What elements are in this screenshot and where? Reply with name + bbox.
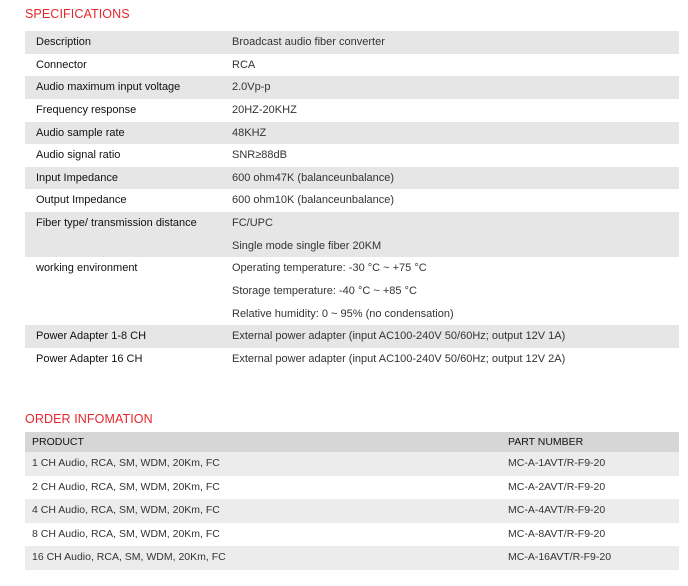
part-number-cell: MC-A-8AVT/R-F9-20 (508, 527, 606, 540)
spec-value-line: 2.0Vp-p (232, 81, 271, 94)
spec-value-line: 600 ohm10K (balanceunbalance) (232, 194, 395, 207)
specifications-title: SPECIFICATIONS (25, 7, 130, 21)
spec-key-cell (25, 189, 232, 212)
spec-value-line: SNR≥88dB (232, 149, 287, 162)
spec-value-cell (232, 122, 679, 145)
product-cell: 16 CH Audio, RCA, SM, WDM, 20Km, FC (32, 551, 226, 564)
spec-value-cell (232, 144, 679, 167)
spec-key-cell (25, 212, 232, 257)
spec-row (25, 257, 679, 325)
spec-key-cell (25, 167, 232, 190)
part-number-cell: MC-A-4AVT/R-F9-20 (508, 504, 606, 517)
spec-row (25, 31, 679, 54)
order-table (25, 432, 679, 570)
spec-row (25, 99, 679, 122)
spec-key-cell (25, 122, 232, 145)
spec-row (25, 76, 679, 99)
part-number-column-header: PART NUMBER (508, 436, 584, 448)
order-information-title: ORDER INFOMATION (25, 412, 153, 426)
spec-key-cell (25, 76, 232, 99)
spec-value-line: FC/UPC (232, 217, 273, 230)
spec-row (25, 348, 679, 371)
spec-value-cell (232, 325, 679, 348)
spec-key-label: Audio maximum input voltage (36, 81, 181, 94)
spec-value-line: Single mode single fiber 20KM (232, 239, 382, 252)
spec-key-cell (25, 257, 232, 325)
spec-key-cell (25, 325, 232, 348)
spec-key-label: Audio sample rate (36, 126, 125, 139)
spec-value-cell (232, 31, 679, 54)
spec-value-cell (232, 167, 679, 190)
spec-row (25, 144, 679, 167)
product-column-header: PRODUCT (32, 436, 84, 448)
part-number-cell: MC-A-2AVT/R-F9-20 (508, 480, 606, 493)
product-cell: 8 CH Audio, RCA, SM, WDM, 20Km, FC (32, 527, 220, 540)
spec-key-label: Power Adapter 16 CH (36, 352, 143, 365)
order-table-body (25, 452, 679, 570)
spec-key-label: Description (36, 36, 92, 48)
spec-value-cell (232, 54, 679, 77)
spec-value-line: 20HZ-20KHZ (232, 103, 297, 116)
spec-row (25, 325, 679, 348)
spec-key-label: working environment (36, 262, 138, 275)
spec-value-line: 48KHZ (232, 126, 267, 139)
spec-key-label: Audio signal ratio (36, 149, 121, 162)
spec-value-line: Storage temperature: -40 °C ~ +85 °C (232, 285, 417, 298)
spec-key-cell (25, 31, 232, 54)
spec-value-cell (232, 76, 679, 99)
spec-key-cell (25, 144, 232, 167)
order-row (25, 546, 679, 570)
spec-row (25, 122, 679, 145)
spec-value-line: External power adapter (input AC100-240V 50/60Hz; output 12V 2A) (232, 352, 566, 365)
spec-row (25, 167, 679, 190)
order-row (25, 476, 679, 500)
order-row (25, 523, 679, 547)
spec-value-cell (232, 189, 679, 212)
spec-value-line: Broadcast audio fiber converter (232, 36, 385, 48)
spec-value-line: Relative humidity: 0 ~ 95% (no condensation) (232, 307, 454, 320)
order-table-header (25, 432, 679, 452)
spec-row (25, 212, 679, 257)
product-cell: 4 CH Audio, RCA, SM, WDM, 20Km, FC (32, 504, 220, 517)
spec-value-line: RCA (232, 58, 256, 71)
part-number-cell: MC-A-1AVT/R-F9-20 (508, 457, 606, 469)
spec-value-line: 600 ohm47K (balanceunbalance) (232, 171, 395, 184)
spec-key-label: Fiber type/ transmission distance (36, 217, 197, 230)
spec-row (25, 189, 679, 212)
specifications-table (25, 31, 679, 371)
spec-key-label: Power Adapter 1-8 CH (36, 330, 147, 343)
spec-key-cell (25, 348, 232, 371)
product-cell: 1 CH Audio, RCA, SM, WDM, 20Km, FC (32, 457, 220, 469)
spec-key-label: Output Impedance (36, 194, 127, 207)
spec-key-label: Frequency response (36, 103, 137, 116)
order-row (25, 452, 679, 476)
spec-value-line: External power adapter (input AC100-240V 50/60Hz; output 12V 1A) (232, 330, 566, 343)
order-row (25, 499, 679, 523)
spec-key-cell (25, 99, 232, 122)
spec-key-label: Input Impedance (36, 171, 118, 184)
spec-value-cell (232, 212, 679, 257)
spec-key-cell (25, 54, 232, 77)
spec-value-cell (232, 348, 679, 371)
spec-value-line: Operating temperature: -30 °C ~ +75 °C (232, 262, 427, 275)
spec-value-cell (232, 99, 679, 122)
spec-value-cell (232, 257, 679, 325)
spec-key-label: Connector (36, 58, 87, 71)
product-cell: 2 CH Audio, RCA, SM, WDM, 20Km, FC (32, 480, 220, 493)
spec-row (25, 54, 679, 77)
part-number-cell: MC-A-16AVT/R-F9-20 (508, 551, 612, 564)
